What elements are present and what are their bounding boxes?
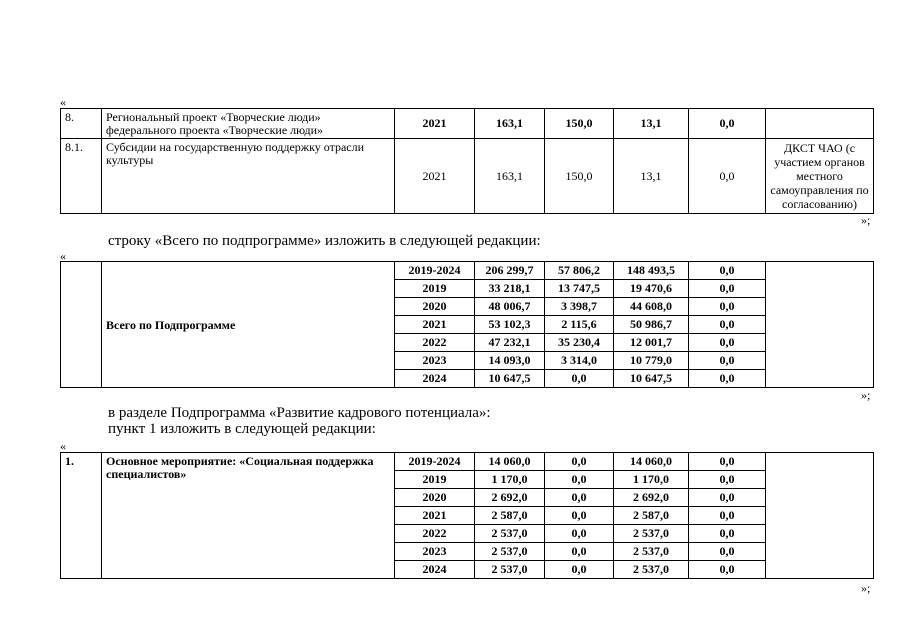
row-col2: 13,1: [614, 109, 689, 139]
row-col3: 0,0: [689, 561, 766, 579]
table-row: [61, 139, 874, 214]
row-col2: 14 060,0: [614, 453, 689, 471]
row-col3: 0,0: [689, 525, 766, 543]
row-total: 206 299,7: [475, 262, 545, 280]
row-col1: 3 398,7: [545, 298, 614, 316]
row-number: 8.: [61, 109, 102, 139]
row-col2: 2 692,0: [614, 489, 689, 507]
row-total: 2 537,0: [475, 543, 545, 561]
row-col3: 0,0: [689, 471, 766, 489]
row-name: Региональный проект «Творческие люди» федерального проекта «Творческие люди»: [102, 109, 395, 139]
row-total: 2 692,0: [475, 489, 545, 507]
row-col1: 2 115,6: [545, 316, 614, 334]
row-col2: 148 493,5: [614, 262, 689, 280]
row-year: 2021: [395, 316, 475, 334]
row-name: Субсидии на государственную поддержку отрасли культуры: [102, 139, 395, 214]
table-subprogram-total: [60, 261, 874, 388]
row-year: 2021: [395, 109, 475, 139]
paragraph-item: пункт 1 изложить в следующей редакции:: [108, 421, 376, 437]
row-year: 2019-2024: [395, 262, 475, 280]
table-social-support: [60, 452, 874, 579]
row-col3: 0,0: [689, 280, 766, 298]
row-col1: 150,0: [545, 139, 614, 214]
row-year: 2019: [395, 471, 475, 489]
row-year: 2023: [395, 543, 475, 561]
row-col3: 0,0: [689, 352, 766, 370]
table-regional-project: [60, 108, 874, 214]
row-col3: 0,0: [689, 109, 766, 139]
row-col2: 44 608,0: [614, 298, 689, 316]
row-total: 33 218,1: [475, 280, 545, 298]
row-responsible: [766, 109, 874, 139]
row-col2: 10 779,0: [614, 352, 689, 370]
row-col1: 0,0: [545, 489, 614, 507]
row-total: 47 232,1: [475, 334, 545, 352]
row-number: 8.1.: [61, 139, 102, 214]
row-col2: 1 170,0: [614, 471, 689, 489]
paragraph-total-line: строку «Всего по подпрограмме» изложить в следующей редакции:: [108, 233, 541, 249]
row-col3: 0,0: [689, 298, 766, 316]
row-col1: 0,0: [545, 561, 614, 579]
row-total: 163,1: [475, 109, 545, 139]
quote-open-2: «: [60, 249, 66, 263]
quote-close-3: »;: [861, 581, 871, 595]
paragraph-section: в разделе Подпрограмма «Развитие кадрового потенциала»:: [108, 405, 491, 421]
row-total: 1 170,0: [475, 471, 545, 489]
row-col2: 2 537,0: [614, 561, 689, 579]
row-col3: 0,0: [689, 370, 766, 388]
row-year: 2020: [395, 489, 475, 507]
row-col2: 12 001,7: [614, 334, 689, 352]
row-year: 2021: [395, 139, 475, 214]
row-col1: 150,0: [545, 109, 614, 139]
row-col1: 3 314,0: [545, 352, 614, 370]
row-responsible: [766, 453, 874, 579]
row-number: 1.: [61, 453, 102, 579]
row-col1: 13 747,5: [545, 280, 614, 298]
row-col3: 0,0: [689, 543, 766, 561]
row-total: 163,1: [475, 139, 545, 214]
row-col1: 0,0: [545, 453, 614, 471]
row-name: Основное мероприятие: «Социальная поддержка специалистов»: [102, 453, 395, 579]
table-row: [61, 453, 874, 471]
row-total: 2 537,0: [475, 561, 545, 579]
row-col1: 35 230,4: [545, 334, 614, 352]
row-responsible: ДКСТ ЧАО (с участием органов местного самоуправления по согласованию): [766, 139, 874, 214]
table-row: [61, 262, 874, 280]
table-body: [61, 453, 874, 579]
row-year: 2019: [395, 280, 475, 298]
row-col2: 13,1: [614, 139, 689, 214]
row-col3: 0,0: [689, 334, 766, 352]
row-responsible: [766, 262, 874, 388]
row-col2: 2 587,0: [614, 507, 689, 525]
row-col3: 0,0: [689, 262, 766, 280]
table-body: [61, 262, 874, 388]
row-col1: 0,0: [545, 543, 614, 561]
row-total: 48 006,7: [475, 298, 545, 316]
row-year: 2023: [395, 352, 475, 370]
row-col1: 0,0: [545, 507, 614, 525]
row-col2: 10 647,5: [614, 370, 689, 388]
quote-open-1: «: [60, 95, 66, 109]
row-total: 2 587,0: [475, 507, 545, 525]
table-row: [61, 109, 874, 139]
row-col2: 19 470,6: [614, 280, 689, 298]
row-number: [61, 262, 102, 388]
row-year: 2024: [395, 370, 475, 388]
row-year: 2019-2024: [395, 453, 475, 471]
row-year: 2022: [395, 334, 475, 352]
row-col1: 0,0: [545, 525, 614, 543]
row-col2: 50 986,7: [614, 316, 689, 334]
quote-open-3: «: [60, 439, 66, 453]
row-year: 2020: [395, 298, 475, 316]
row-name: Всего по Подпрограмме: [102, 262, 395, 388]
row-col2: 2 537,0: [614, 525, 689, 543]
row-col3: 0,0: [689, 489, 766, 507]
row-col1: 57 806,2: [545, 262, 614, 280]
row-total: 2 537,0: [475, 525, 545, 543]
row-col1: 0,0: [545, 370, 614, 388]
row-col1: 0,0: [545, 471, 614, 489]
row-col2: 2 537,0: [614, 543, 689, 561]
row-col3: 0,0: [689, 453, 766, 471]
row-col3: 0,0: [689, 316, 766, 334]
row-year: 2024: [395, 561, 475, 579]
row-total: 10 647,5: [475, 370, 545, 388]
row-col3: 0,0: [689, 507, 766, 525]
quote-close-1: »;: [861, 213, 871, 227]
row-year: 2022: [395, 525, 475, 543]
row-total: 14 060,0: [475, 453, 545, 471]
row-total: 53 102,3: [475, 316, 545, 334]
row-total: 14 093,0: [475, 352, 545, 370]
row-col3: 0,0: [689, 139, 766, 214]
quote-close-2: »;: [861, 388, 871, 402]
row-year: 2021: [395, 507, 475, 525]
